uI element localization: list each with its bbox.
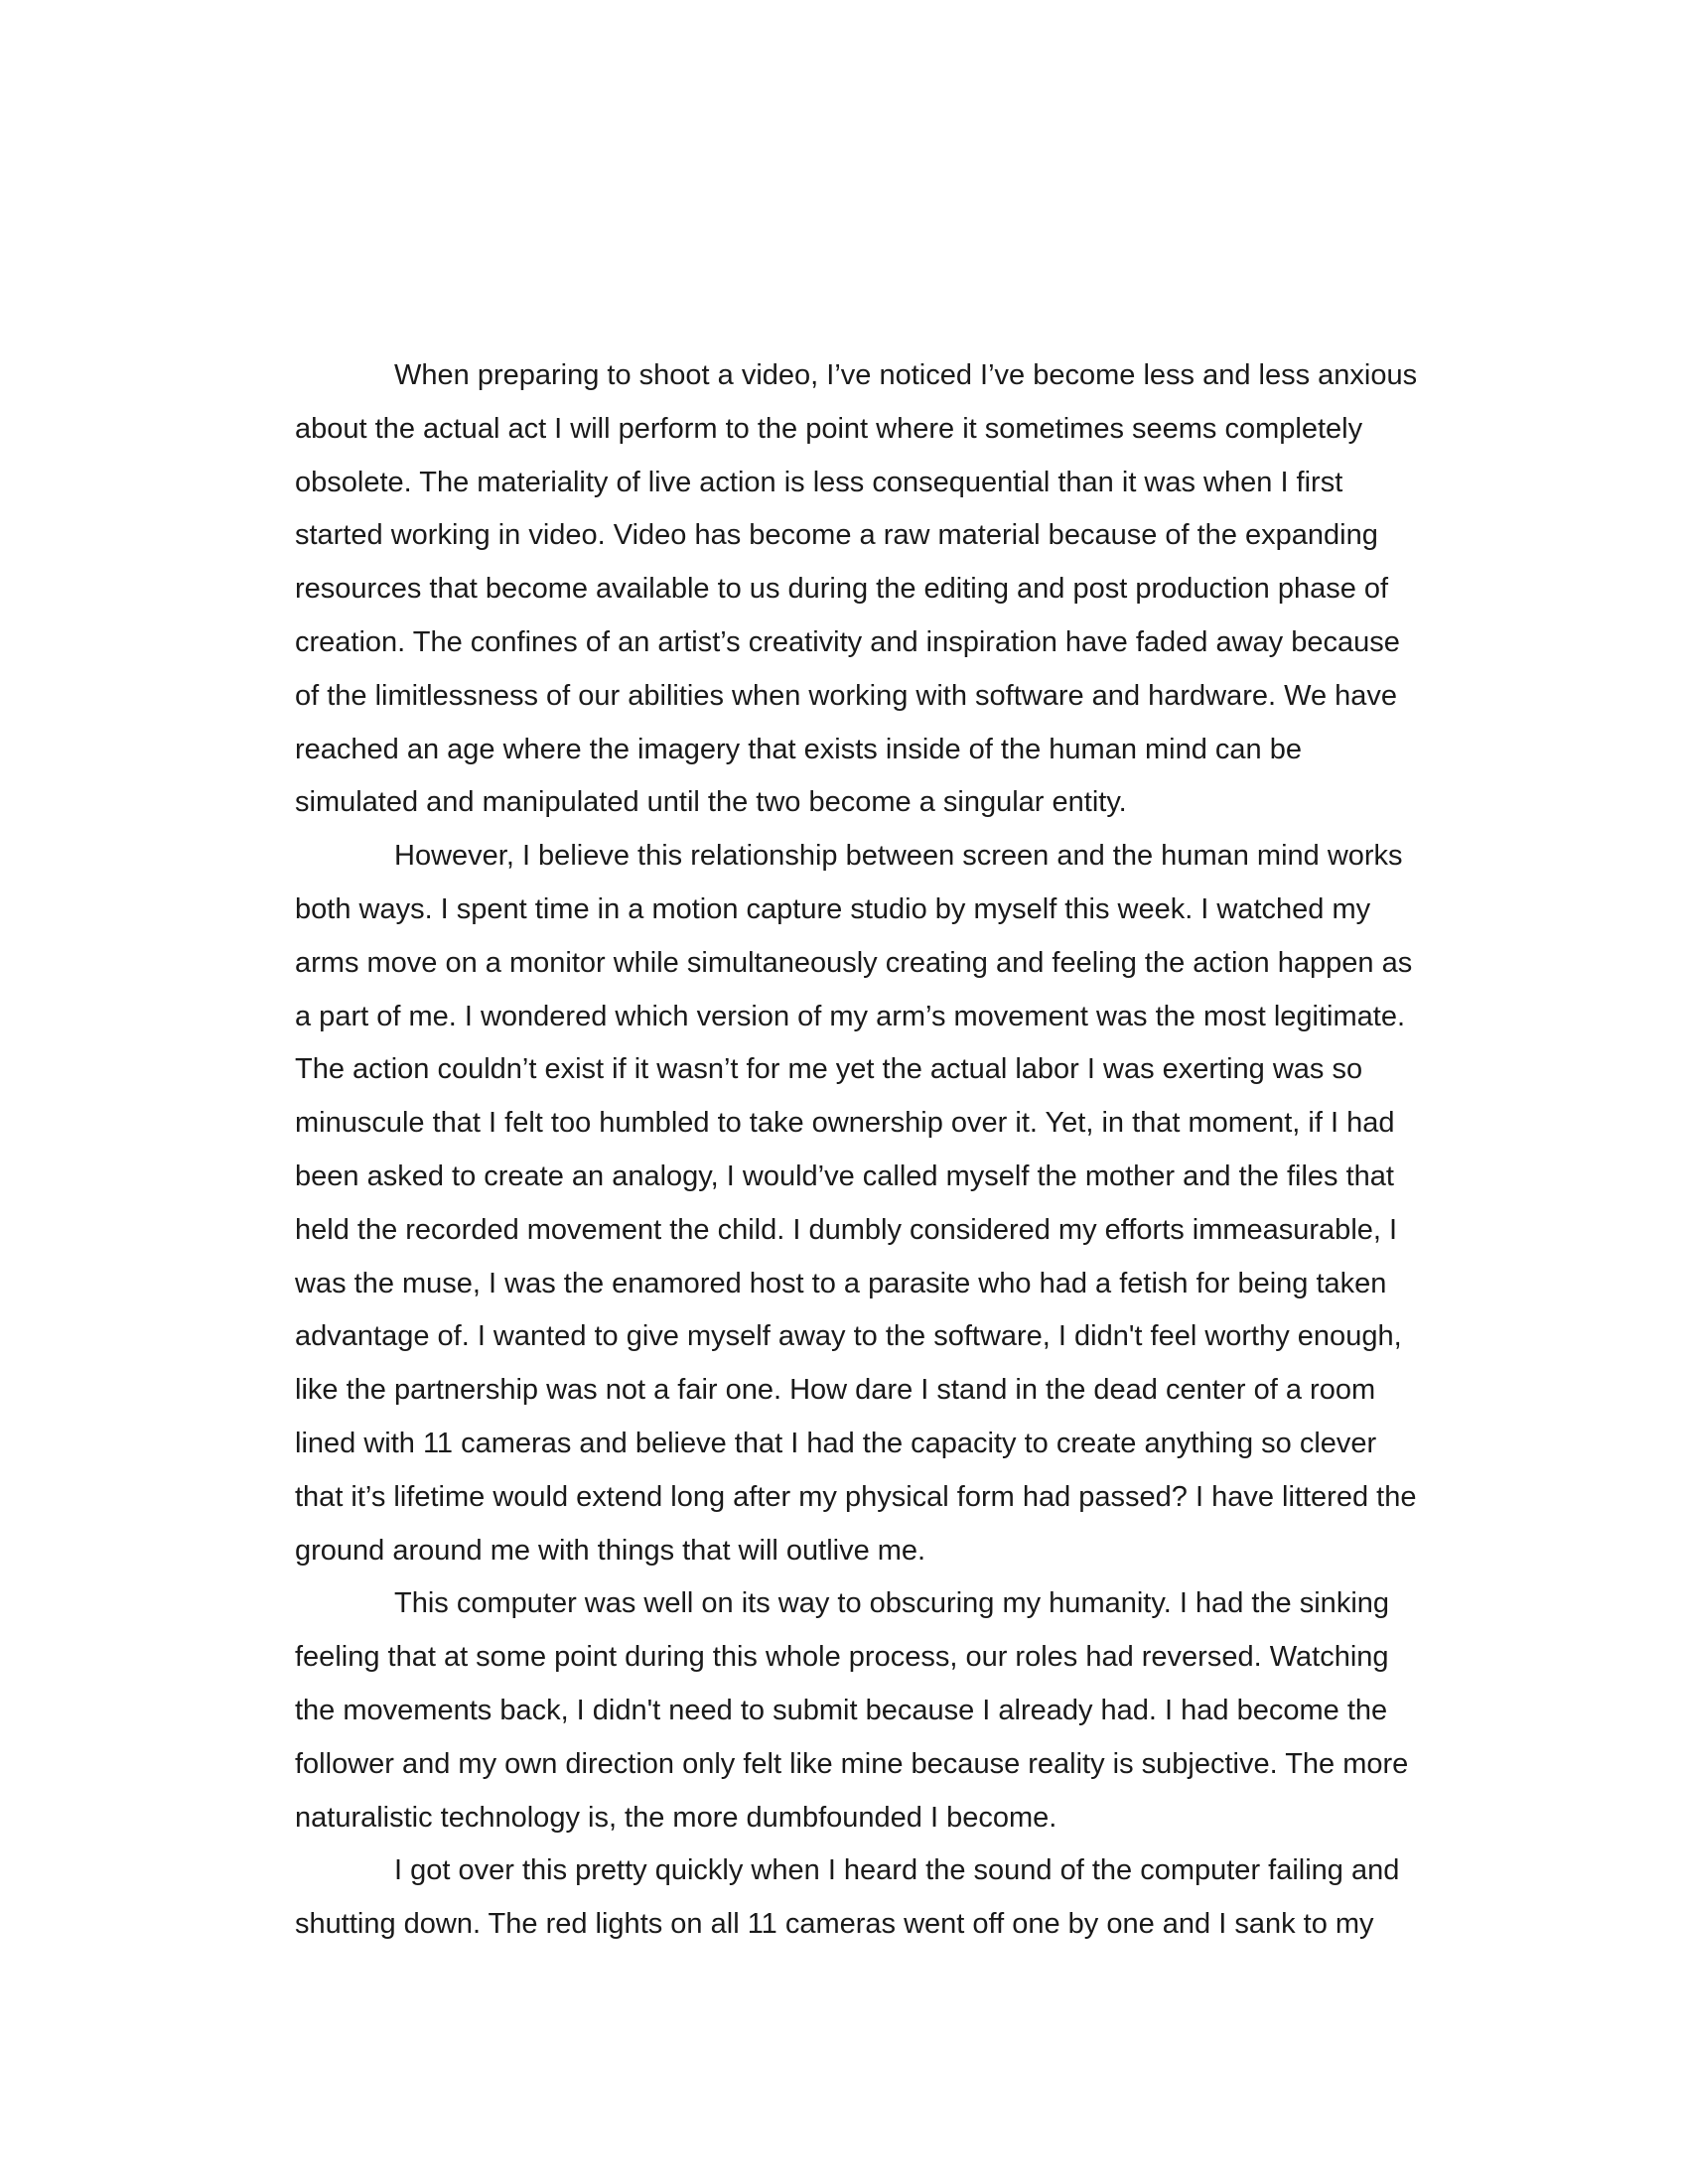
paragraph-1-line-2: about the actual act I will perform to the point where it sometimes seems completely	[295, 412, 1363, 445]
paragraph-4-line-2: shutting down. The red lights on all 11 cameras went off one by one and I sank to my	[295, 1908, 1374, 1941]
paragraph-3-line-1: This computer was well on its way to obscuring my humanity. I had the sinking	[394, 1587, 1390, 1620]
paragraph-1-line-7: of the limitlessness of our abilities when working with software and hardware. We have	[295, 679, 1398, 712]
paragraph-2-line-5: The action couldn’t exist if it wasn’t for me yet the actual labor I was exerting was so	[295, 1053, 1363, 1086]
paragraph-2-line-12: lined with 11 cameras and believe that I had the capacity to create anything so clever	[295, 1427, 1377, 1459]
paragraph-1-line-8: reached an age where the imagery that exists inside of the human mind can be	[295, 733, 1302, 765]
paragraph-1-line-4: started working in video. Video has become a raw material because of the expanding	[295, 519, 1378, 552]
paragraph-2-line-10: advantage of. I wanted to give myself away to the software, I didn't feel worthy enough,	[295, 1320, 1402, 1353]
paragraph-2-line-3: arms move on a monitor while simultaneously creating and feeling the action happen as	[295, 946, 1413, 979]
paragraph-1-line-9: simulated and manipulated until the two become a singular entity.	[295, 786, 1127, 819]
paragraph-2-line-11: like the partnership was not a fair one. How dare I stand in the dead center of a room	[295, 1374, 1376, 1407]
paragraph-2-line-2: both ways. I spent time in a motion capture studio by myself this week. I watched my	[295, 892, 1371, 925]
paragraph-1-line-3: obsolete. The materiality of live action is less consequential than it was when I first	[295, 466, 1343, 498]
paragraph-1-line-1: When preparing to shoot a video, I’ve noticed I’ve become less and less anxious	[394, 359, 1418, 391]
paragraph-2-line-14: ground around me with things that will outlive me.	[295, 1534, 926, 1567]
paragraph-1-line-5: resources that become available to us during the editing and post production phase of	[295, 573, 1389, 606]
paragraph-3-line-5: naturalistic technology is, the more dumbfounded I become.	[295, 1801, 1057, 1834]
paragraph-3-line-4: follower and my own direction only felt like mine because reality is subjective. The more	[295, 1747, 1409, 1780]
paragraph-2-line-1: However, I believe this relationship between screen and the human mind works	[394, 840, 1403, 873]
paragraph-3-line-2: feeling that at some point during this whole process, our roles had reversed. Watching	[295, 1641, 1389, 1674]
paragraph-2-line-13: that it’s lifetime would extend long after my physical form had passed? I have littered the	[295, 1480, 1417, 1513]
paragraph-3-line-3: the movements back, I didn't need to submit because I already had. I had become the	[295, 1694, 1388, 1726]
paragraph-2-line-8: held the recorded movement the child. I dumbly considered my efforts immeasurable, I	[295, 1213, 1398, 1246]
essay-body	[295, 349, 1477, 1952]
paragraph-1-line-6: creation. The confines of an artist’s creativity and inspiration have faded away because	[295, 625, 1400, 658]
paragraph-4-line-1: I got over this pretty quickly when I heard the sound of the computer failing and	[394, 1854, 1400, 1887]
paragraph-2-line-7: been asked to create an analogy, I would’ve called myself the mother and the files that	[295, 1160, 1394, 1192]
paragraph-2-line-6: minuscule that I felt too humbled to take ownership over it. Yet, in that moment, if I had	[295, 1107, 1395, 1140]
paragraph-2-line-4: a part of me. I wondered which version of my arm’s movement was the most legitimate.	[295, 1000, 1406, 1032]
paragraph-2-line-9: was the muse, I was the enamored host to a parasite who had a fetish for being taken	[295, 1267, 1387, 1299]
